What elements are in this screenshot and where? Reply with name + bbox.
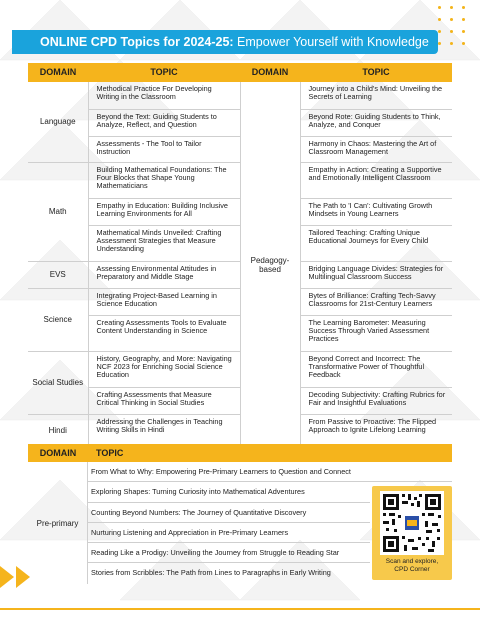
topic-cell: Empathy in Education: Building Inclusive Learning Environments for All (88, 198, 240, 225)
domain-science: Science (28, 288, 88, 351)
preprimary-domain-label: Pre-primary (36, 518, 79, 528)
topic-cell: Bridging Language Divides: Strategies for Multilingual Classroom Success (300, 261, 452, 288)
qr-code-icon[interactable] (380, 491, 444, 555)
topic-cell: Mathematical Minds Unveiled: Crafting Assessment Strategies that Measure Understanding (88, 225, 240, 261)
topic-cell: Methodical Practice For Developing Writing in the Classroom (88, 82, 240, 109)
topic-cell: The Learning Barometer: Measuring Success Through Varied Assessment Practices (300, 315, 452, 351)
topic-cell: Assessments - The Tool to Tailor Instruction (88, 136, 240, 162)
topic-cell: Creating Assessments Tools to Evaluate Content Understanding in Science (88, 315, 240, 351)
header-topic-right: TOPIC (300, 63, 452, 82)
list-item: Exploring Shapes: Turning Curiosity into Mathematical Adventures (88, 482, 370, 502)
dots-decoration (438, 6, 468, 54)
list-item: Reading Like a Prodigy: Unveiling the Journey from Struggle to Reading Star (88, 543, 370, 563)
topic-cell: Building Mathematical Foundations: The Four Blocks that Shape Young Mathematicians (88, 162, 240, 198)
topic-cell: The Path to 'I Can': Cultivating Growth Mindsets in Young Learners (300, 198, 452, 225)
domain-pedagogy: Pedagogy-based (240, 82, 300, 448)
title-banner (12, 30, 438, 54)
domain-math: Math (28, 162, 88, 261)
topic-cell: Decoding Subjectivity: Crafting Rubrics for Fair and Insightful Evaluations (300, 387, 452, 414)
header-domain-left: DOMAIN (28, 63, 88, 82)
domain-language: Language (28, 82, 88, 162)
topic-cell: Assessing Environmental Attitudes in Preparatory and Middle Stage (88, 261, 240, 288)
topic-cell: Bytes of Brilliance: Crafting Tech-Savvy Classrooms for 21st-Century Learners (300, 288, 452, 315)
qr-caption-line2: CPD Corner (394, 566, 430, 574)
topic-cell: History, Geography, and More: Navigating NCF 2023 for Enriching Social Science Education (88, 351, 240, 387)
list-item: Counting Beyond Numbers: The Journey of Quantitative Discovery (88, 503, 370, 523)
double-arrow-icon (0, 566, 36, 588)
topic-cell: Beyond the Text: Guiding Students to Analyze, Reflect, and Question (88, 109, 240, 136)
bottom-divider (0, 608, 480, 610)
topic-cell: Crafting Assessments that Measure Critical Thinking in Social Studies (88, 387, 240, 414)
topic-cell: Integrating Project-Based Learning in Science Education (88, 288, 240, 315)
topic-cell: Empathy in Action: Creating a Supportive and Emotionally Intelligent Classroom (300, 162, 452, 198)
preprimary-header-domain: DOMAIN (39, 448, 77, 458)
header-topic-left: TOPIC (88, 63, 240, 82)
topic-cell: Beyond Rote: Guiding Students to Think, Analyze, and Conquer (300, 109, 452, 136)
domain-hindi: Hindi (28, 414, 88, 448)
table-header-row (28, 63, 452, 82)
list-item: Stories from Scribbles: The Path from Lines to Paragraphs in Early Writing (91, 568, 331, 578)
banner-title-rest: Empower Yourself with Knowledge (233, 35, 429, 49)
domain-social-studies: Social Studies (28, 351, 88, 414)
topic-cell: Journey into a Child's Mind: Unveiling the Secrets of Learning (300, 82, 452, 109)
table-row (28, 82, 452, 109)
cpd-topics-table (28, 63, 452, 449)
topic-cell: Addressing the Challenges in Teaching Writing Skills in Hindi (88, 414, 240, 448)
topic-cell: Harmony in Chaos: Mastering the Art of Classroom Management (300, 136, 452, 162)
list-item: Nurturing Listening and Appreciation in Pre-Primary Learners (88, 523, 370, 543)
domain-evs: EVS (28, 261, 88, 288)
topic-cell: From Passive to Proactive: The Flipped Approach to Ignite Lifelong Learning (300, 414, 452, 448)
preprimary-header-row (28, 444, 452, 462)
header-domain-right: DOMAIN (240, 63, 300, 82)
topic-cell: Beyond Correct and Incorrect: The Transformative Power of Thoughtful Feedback (300, 351, 452, 387)
list-item: From What to Why: Empowering Pre-Primary Learners to Question and Connect (88, 462, 452, 482)
topic-cell: Tailored Teaching: Crafting Unique Educational Journeys for Every Child (300, 225, 452, 261)
qr-caption-line1: Scan and explore, (385, 558, 439, 565)
domain-preprimary (28, 462, 88, 584)
banner-title-bold: ONLINE CPD Topics for 2024-25: (40, 35, 234, 49)
preprimary-header-topic: TOPIC (96, 448, 124, 458)
qr-code-box[interactable] (372, 486, 452, 580)
qr-caption (372, 558, 452, 574)
